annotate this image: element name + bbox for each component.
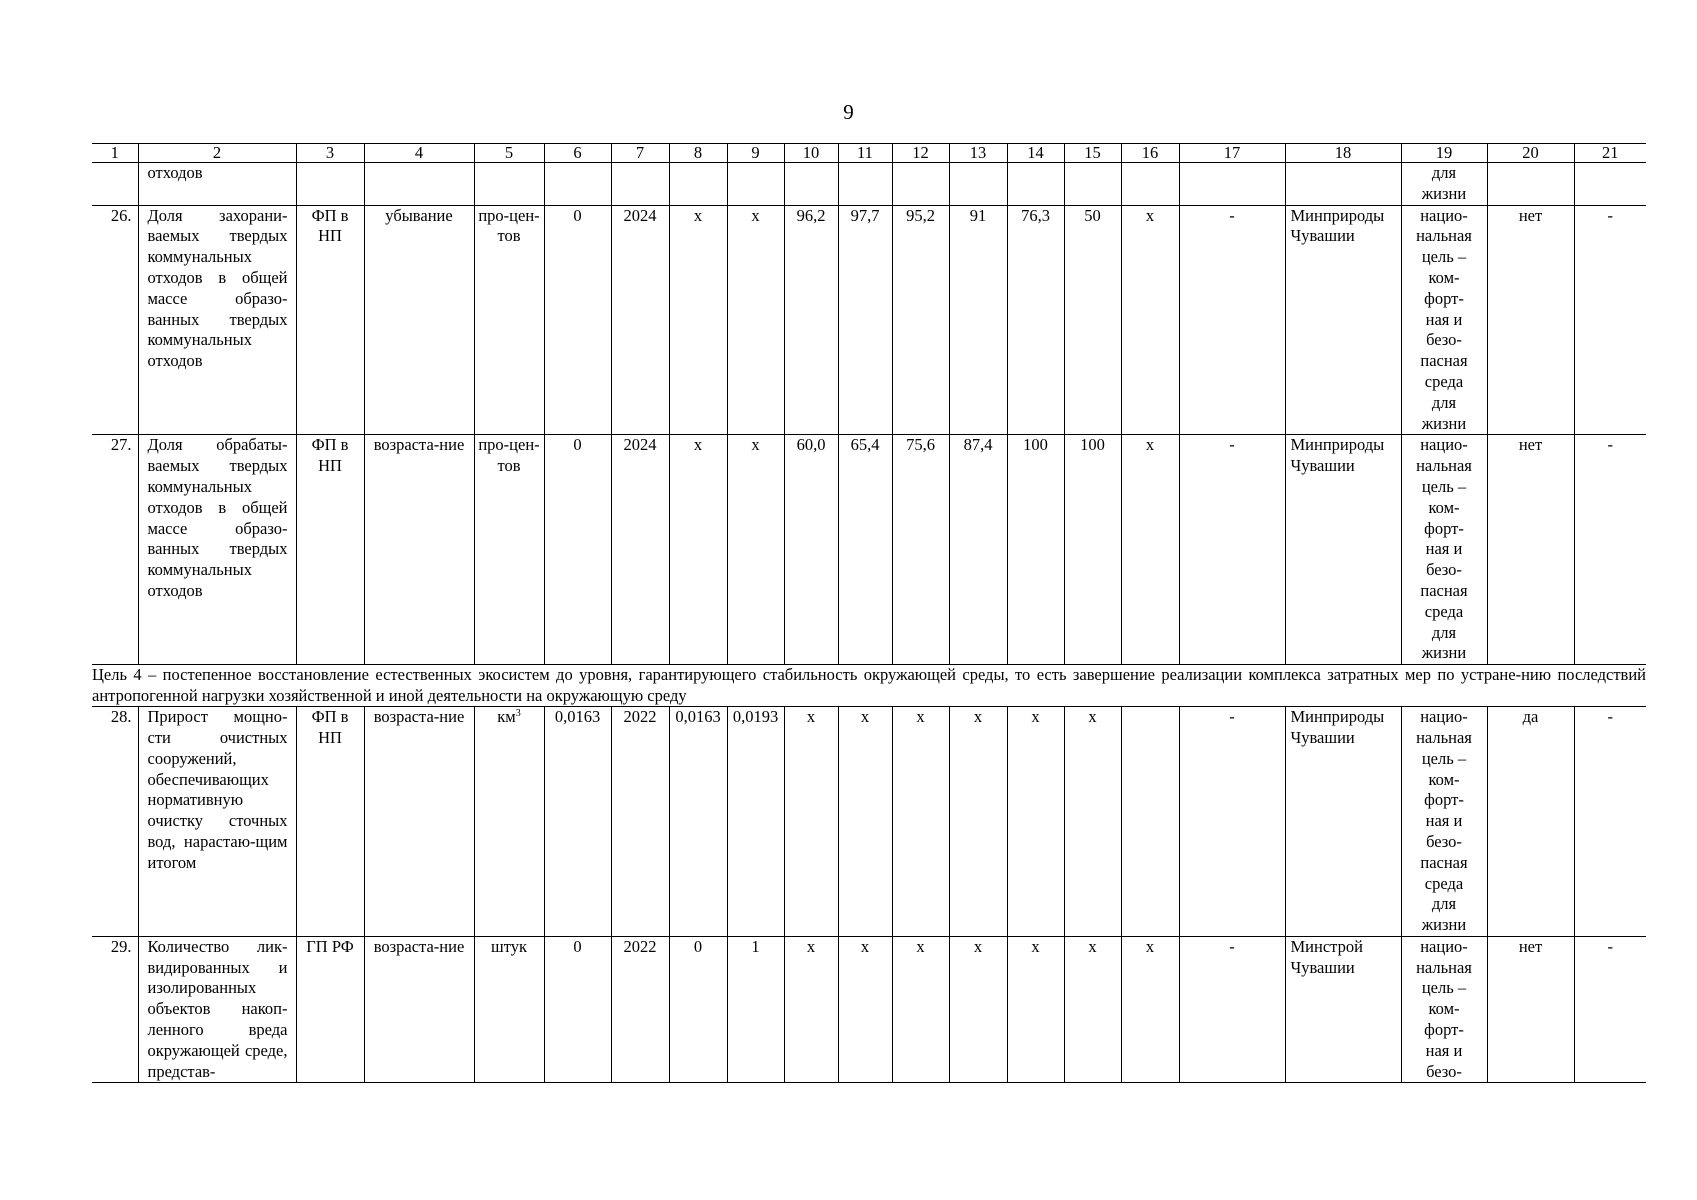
goal-4-text: Цель 4 – постепенное восстановление естественных экосистем до уровня, гарантирующего стабильность окружающей среды, то есть завершение реализации комплекса затратных мер по устране-нию последствий антропогенной нагрузки хозяйственной и иной деятельности на окружающую среду bbox=[92, 665, 1646, 705]
national-goal-cell bbox=[1401, 707, 1487, 937]
column-number: 8 bbox=[669, 144, 727, 163]
column-number: 9 bbox=[727, 144, 784, 163]
trend: возраста-ние bbox=[364, 435, 474, 665]
base-year: 2024 bbox=[611, 435, 669, 665]
goal-line: ная и bbox=[1425, 309, 1463, 329]
value: x bbox=[949, 707, 1007, 937]
national-goal-cell bbox=[1401, 435, 1487, 665]
value: 97,7 bbox=[838, 205, 892, 435]
flag: нет bbox=[1487, 435, 1574, 665]
goal-line: жизни bbox=[1421, 915, 1467, 935]
goal-line: безо- bbox=[1426, 560, 1462, 580]
value: x bbox=[892, 936, 949, 1083]
trend: возраста-ние bbox=[364, 707, 474, 937]
column-number: 2 bbox=[138, 144, 296, 163]
trend: возраста-ние bbox=[364, 936, 474, 1083]
unit bbox=[474, 707, 544, 937]
column-number: 1 bbox=[92, 144, 138, 163]
value: x bbox=[669, 435, 727, 665]
goal-line: жизни bbox=[1421, 643, 1467, 663]
goal-line: цель – bbox=[1421, 247, 1467, 267]
value: 100 bbox=[1007, 435, 1064, 665]
row-number: 27. bbox=[92, 435, 138, 665]
trend: убывание bbox=[364, 205, 474, 435]
column-number: 3 bbox=[296, 144, 364, 163]
value: x bbox=[838, 936, 892, 1083]
goal-line: безо- bbox=[1426, 1061, 1462, 1081]
goal-line: цель – bbox=[1421, 476, 1467, 496]
column-number: 15 bbox=[1064, 144, 1121, 163]
goal-line: ная и bbox=[1425, 811, 1463, 831]
goal-line: для bbox=[1431, 163, 1457, 182]
base-value: 0 bbox=[544, 936, 611, 1083]
column-number: 14 bbox=[1007, 144, 1064, 163]
goal-line: среда bbox=[1424, 601, 1464, 621]
goal-line: среда bbox=[1424, 371, 1464, 391]
value: x bbox=[727, 435, 784, 665]
value: 65,4 bbox=[838, 435, 892, 665]
value bbox=[1121, 707, 1179, 937]
flag: нет bbox=[1487, 205, 1574, 435]
unit: про-цен-тов bbox=[474, 435, 544, 665]
goal-line: среда bbox=[1424, 873, 1464, 893]
document-ref: - bbox=[1179, 936, 1285, 1083]
value: x bbox=[892, 707, 949, 937]
unit-text: км bbox=[497, 707, 516, 727]
value: x bbox=[727, 205, 784, 435]
goal-line: ная и bbox=[1425, 539, 1463, 559]
indicator-type: ФП в НП bbox=[296, 435, 364, 665]
flag: да bbox=[1487, 707, 1574, 937]
column-number: 5 bbox=[474, 144, 544, 163]
value: x bbox=[784, 936, 838, 1083]
column-number-row bbox=[92, 144, 1646, 163]
value: 91 bbox=[949, 205, 1007, 435]
goal-line: нацио- bbox=[1420, 936, 1468, 956]
column-number: 12 bbox=[892, 144, 949, 163]
indicators-table bbox=[92, 143, 1646, 1083]
info-system: - bbox=[1574, 936, 1646, 1083]
indicator-type: ГП РФ bbox=[296, 936, 364, 1083]
goal-line: форт- bbox=[1424, 288, 1464, 308]
goal-line: нацио- bbox=[1420, 435, 1468, 455]
goal-line: нальная bbox=[1416, 456, 1472, 476]
goal-line: форт- bbox=[1424, 790, 1464, 810]
info-system: - bbox=[1574, 435, 1646, 665]
value: 100 bbox=[1064, 435, 1121, 665]
goal-line: ная и bbox=[1425, 1040, 1463, 1060]
value: 1 bbox=[727, 936, 784, 1083]
indicator-type: ФП в НП bbox=[296, 205, 364, 435]
national-goal-cell bbox=[1401, 205, 1487, 435]
page-number: 9 bbox=[843, 100, 854, 124]
base-year: 2024 bbox=[611, 205, 669, 435]
value: 95,2 bbox=[892, 205, 949, 435]
value: 75,6 bbox=[892, 435, 949, 665]
table-row bbox=[92, 435, 1646, 665]
value: x bbox=[1007, 707, 1064, 937]
goal-line: жизни bbox=[1421, 413, 1467, 433]
goal-line: нальная bbox=[1416, 727, 1472, 747]
info-system: - bbox=[1574, 205, 1646, 435]
goal-line: для bbox=[1431, 622, 1457, 642]
unit: штук bbox=[474, 936, 544, 1083]
table-row bbox=[92, 205, 1646, 435]
column-number: 16 bbox=[1121, 144, 1179, 163]
goal-line: пасная bbox=[1420, 852, 1468, 872]
column-number: 10 bbox=[784, 144, 838, 163]
indicator-name: Доля обрабаты-ваемых твердых коммунальных отходов в общей массе образо-ванных твердых коммунальных отходов bbox=[138, 435, 296, 665]
column-number: 20 bbox=[1487, 144, 1574, 163]
row-number: 28. bbox=[92, 707, 138, 937]
column-number: 7 bbox=[611, 144, 669, 163]
goal-line: безо- bbox=[1426, 831, 1462, 851]
goal-line: нальная bbox=[1416, 226, 1472, 246]
goal-line: для bbox=[1431, 392, 1457, 412]
value: 0,0193 bbox=[727, 707, 784, 937]
value: x bbox=[1121, 936, 1179, 1083]
column-number: 13 bbox=[949, 144, 1007, 163]
responsible: Минприроды Чувашии bbox=[1285, 707, 1401, 937]
document-ref: - bbox=[1179, 205, 1285, 435]
base-value: 0 bbox=[544, 205, 611, 435]
value: 60,0 bbox=[784, 435, 838, 665]
goal-line: жизни bbox=[1421, 183, 1467, 203]
column-number: 21 bbox=[1574, 144, 1646, 163]
goal-line: ком- bbox=[1428, 999, 1460, 1019]
base-year: 2022 bbox=[611, 936, 669, 1083]
value: 87,4 bbox=[949, 435, 1007, 665]
column-number: 11 bbox=[838, 144, 892, 163]
unit: про-цен-тов bbox=[474, 205, 544, 435]
unit-exponent: 3 bbox=[515, 708, 521, 720]
base-value: 0 bbox=[544, 435, 611, 665]
document-ref: - bbox=[1179, 435, 1285, 665]
document-ref: - bbox=[1179, 707, 1285, 937]
goal-line: форт- bbox=[1424, 518, 1464, 538]
national-goal-cell bbox=[1401, 163, 1487, 206]
base-year: 2022 bbox=[611, 707, 669, 937]
flag: нет bbox=[1487, 936, 1574, 1083]
goal-line: цель – bbox=[1421, 978, 1467, 998]
goal-line: нальная bbox=[1416, 957, 1472, 977]
value: x bbox=[784, 707, 838, 937]
goal-line: цель – bbox=[1421, 748, 1467, 768]
value: x bbox=[838, 707, 892, 937]
indicator-name: отходов bbox=[138, 163, 296, 206]
table-row bbox=[92, 163, 1646, 206]
goal-line: нацио- bbox=[1420, 707, 1468, 727]
column-number: 19 bbox=[1401, 144, 1487, 163]
value: x bbox=[1121, 205, 1179, 435]
goal-line: для bbox=[1431, 894, 1457, 914]
goal-line: безо- bbox=[1426, 330, 1462, 350]
goal-line: пасная bbox=[1420, 351, 1468, 371]
value: x bbox=[949, 936, 1007, 1083]
base-value: 0,0163 bbox=[544, 707, 611, 937]
goal-row bbox=[92, 665, 1646, 707]
value: x bbox=[1121, 435, 1179, 665]
goal-line: нацио- bbox=[1420, 205, 1468, 225]
value: 50 bbox=[1064, 205, 1121, 435]
value: x bbox=[1064, 936, 1121, 1083]
column-number: 17 bbox=[1179, 144, 1285, 163]
responsible: Минприроды Чувашии bbox=[1285, 435, 1401, 665]
indicator-name: Доля захорани-ваемых твердых коммунальных отходов в общей массе образо-ванных твердых коммунальных отходов bbox=[138, 205, 296, 435]
goal-line: ком- bbox=[1428, 267, 1460, 287]
value: x bbox=[1064, 707, 1121, 937]
column-number: 6 bbox=[544, 144, 611, 163]
table-row bbox=[92, 936, 1646, 1083]
table-row bbox=[92, 707, 1646, 937]
goal-line: ком- bbox=[1428, 769, 1460, 789]
value: 76,3 bbox=[1007, 205, 1064, 435]
info-system: - bbox=[1574, 707, 1646, 937]
responsible: Минприроды Чувашии bbox=[1285, 205, 1401, 435]
indicator-type: ФП в НП bbox=[296, 707, 364, 937]
value: 0,0163 bbox=[669, 707, 727, 937]
column-number: 4 bbox=[364, 144, 474, 163]
value: x bbox=[1007, 936, 1064, 1083]
indicator-name: Прирост мощно-сти очистных сооружений, обеспечивающих нормативную очистку сточных вод, нарастаю-щим итогом bbox=[138, 707, 296, 937]
goal-line: ком- bbox=[1428, 497, 1460, 517]
value: 96,2 bbox=[784, 205, 838, 435]
goal-line: форт- bbox=[1424, 1020, 1464, 1040]
column-number: 18 bbox=[1285, 144, 1401, 163]
responsible: Минстрой Чувашии bbox=[1285, 936, 1401, 1083]
row-number: 29. bbox=[92, 936, 138, 1083]
indicator-name: Количество лик-видированных и изолированных объектов накоп-ленного вреда окружающей среде, представ- bbox=[138, 936, 296, 1083]
value: x bbox=[669, 205, 727, 435]
row-number: 26. bbox=[92, 205, 138, 435]
value: 0 bbox=[669, 936, 727, 1083]
goal-line: пасная bbox=[1420, 580, 1468, 600]
national-goal-cell bbox=[1401, 936, 1487, 1083]
